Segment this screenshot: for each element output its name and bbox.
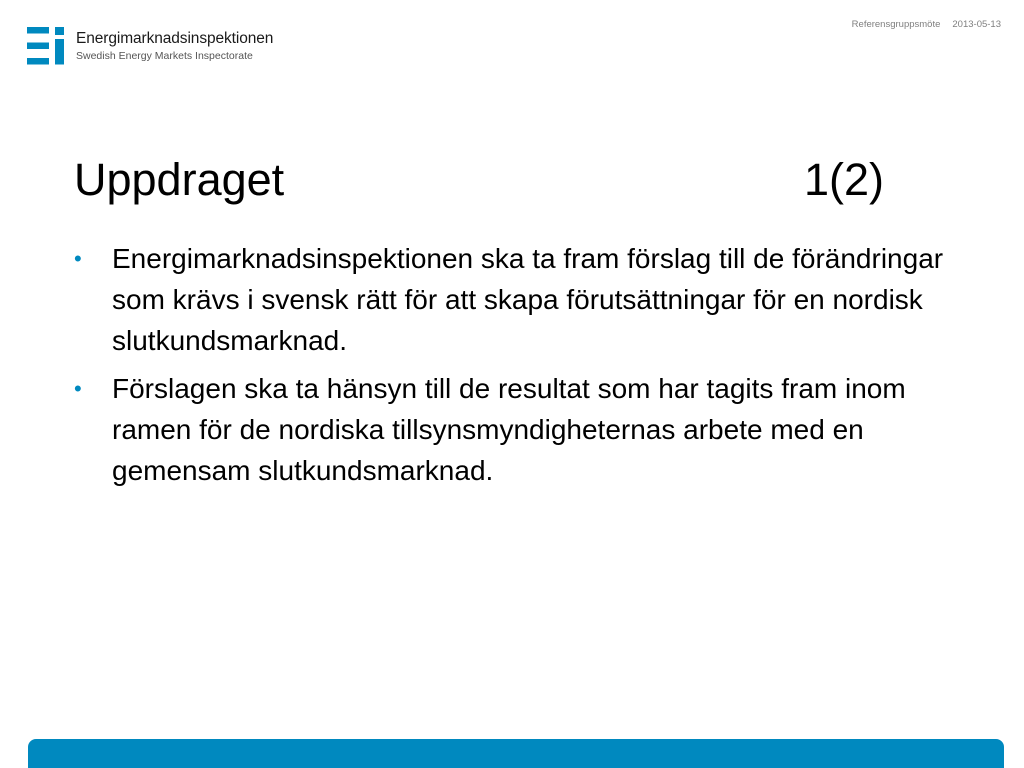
bullet-list: [74, 238, 954, 498]
bullet-text: Energimarknadsinspektionen ska ta fram förslag till de förändringar som krävs i svensk rätt för att skapa förutsättningar för en nordisk slutkundsmarknad.: [112, 243, 944, 356]
bullet-item: [74, 238, 954, 361]
bullet-item: [74, 368, 954, 491]
ei-logo-icon: [27, 27, 67, 65]
title-row: [74, 154, 884, 206]
date-label: 2013-05-13: [952, 19, 1001, 30]
logo: [27, 27, 273, 65]
footer-bar: [28, 739, 1004, 768]
header-meta: [852, 19, 1001, 30]
slide-title: Uppdraget: [74, 154, 285, 205]
meeting-label: Referensgruppsmöte: [851, 19, 941, 30]
bullet-icon: •: [74, 376, 82, 401]
bullet-icon: •: [74, 246, 82, 271]
logo-name: Energimarknadsinspektionen: [76, 29, 274, 47]
page-count: 1(2): [803, 154, 884, 205]
bullet-text: Förslagen ska ta hänsyn till de resultat som har tagits fram inom ramen för de nordiska tillsynsmyndigheternas arbete med en gemensam slutkundsmarknad.: [112, 373, 906, 486]
logo-subtitle: Swedish Energy Markets Inspectorate: [76, 50, 253, 62]
